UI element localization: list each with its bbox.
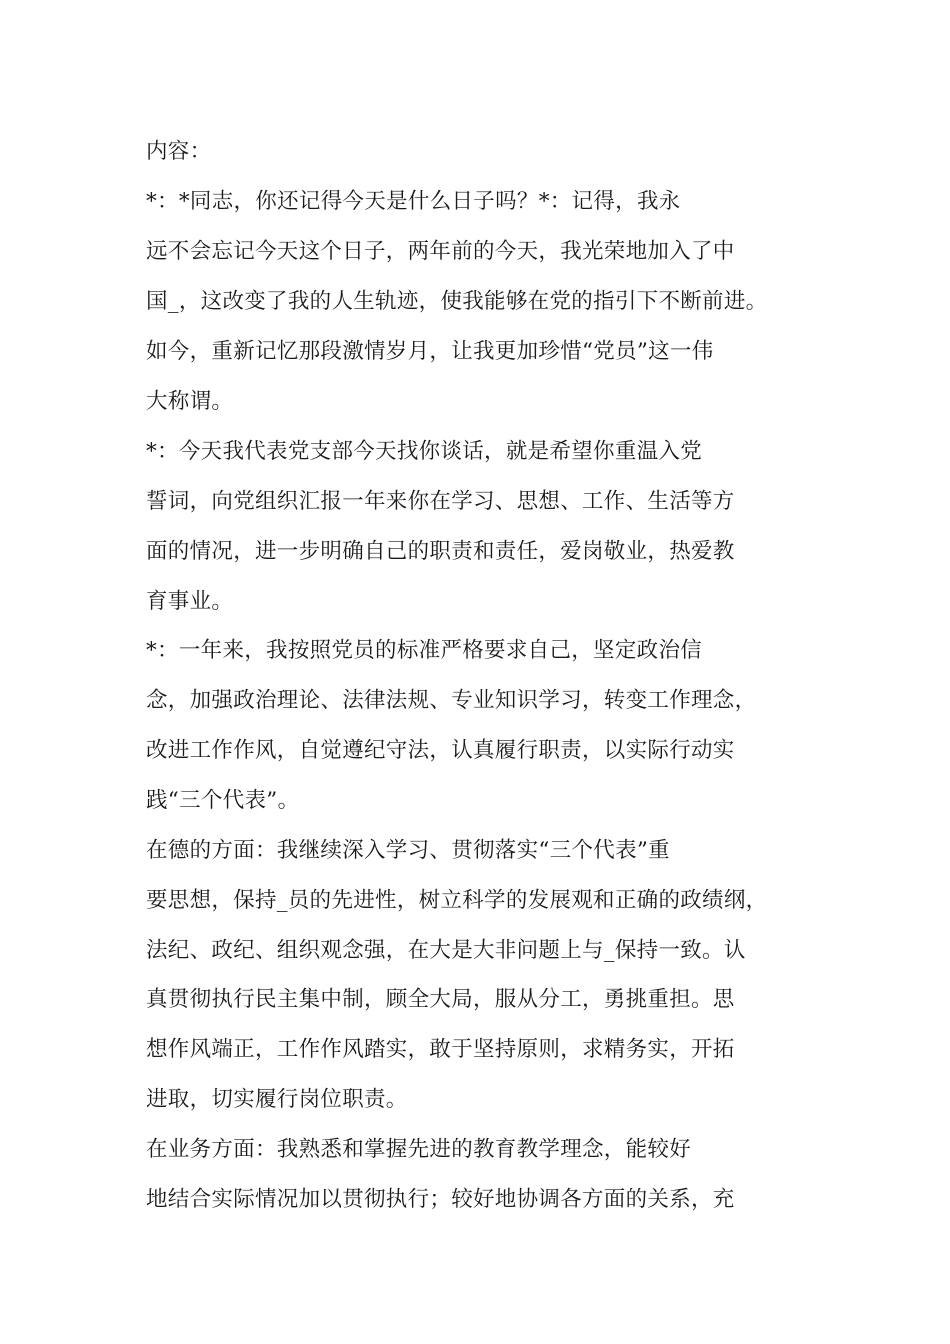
text-line: 要思想，保持_员的先进性，树立科学的发展观和正确的政绩纲，: [146, 888, 768, 913]
text-line: 面的情况，进一步明确自己的职责和责任，爱岗敬业，热爱教: [146, 539, 735, 564]
text-line: 誓词，向党组织汇报一年来你在学习、思想、工作、生活等方: [146, 489, 735, 514]
text-line: 地结合实际情况加以贯彻执行；较好地协调各方面的关系，充: [146, 1187, 735, 1212]
text-line: 改进工作作风，自觉遵纪守法，认真履行职责，以实际行动实: [146, 738, 735, 763]
text-line: 真贯彻执行民主集中制，顾全大局，服从分工，勇挑重担。思: [146, 987, 735, 1012]
text-line: 法纪、政纪、组织观念强，在大是大非问题上与_保持一致。认: [146, 938, 746, 963]
text-line: *：今天我代表党支部今天找你谈话，就是希望你重温入党: [146, 439, 703, 464]
text-line: *：*同志，你还记得今天是什么日子吗？*：记得，我永: [146, 189, 681, 214]
text-line: 如今，重新记忆那段激情岁月，让我更加珍惜“党员”这一伟: [146, 339, 714, 364]
text-line: *：一年来，我按照党员的标准严格要求自己，坚定政治信: [146, 638, 703, 663]
text-line: 远不会忘记今天这个日子，两年前的今天，我光荣地加入了中: [146, 239, 735, 264]
text-line: 想作风端正，工作作风踏实，敢于坚持原则，求精务实，开拓: [146, 1037, 735, 1062]
text-line: 践“三个代表”。: [146, 788, 300, 813]
text-line: 在德的方面：我继续深入学习、贯彻落实“三个代表”重: [146, 838, 670, 863]
text-line: 进取，切实履行岗位职责。: [146, 1087, 408, 1112]
text-line: 内容：: [146, 139, 212, 164]
text-line: 在业务方面：我熟悉和掌握先进的教育教学理念，能较好: [146, 1137, 692, 1162]
text-line: 国_，这改变了我的人生轨迹，使我能够在党的指引下不断前进。: [146, 289, 768, 314]
text-line: 大称谓。: [146, 389, 234, 414]
text-line: 念，加强政治理论、法律法规、专业知识学习，转变工作理念，: [146, 688, 757, 713]
text-line: 育事业。: [146, 589, 234, 614]
